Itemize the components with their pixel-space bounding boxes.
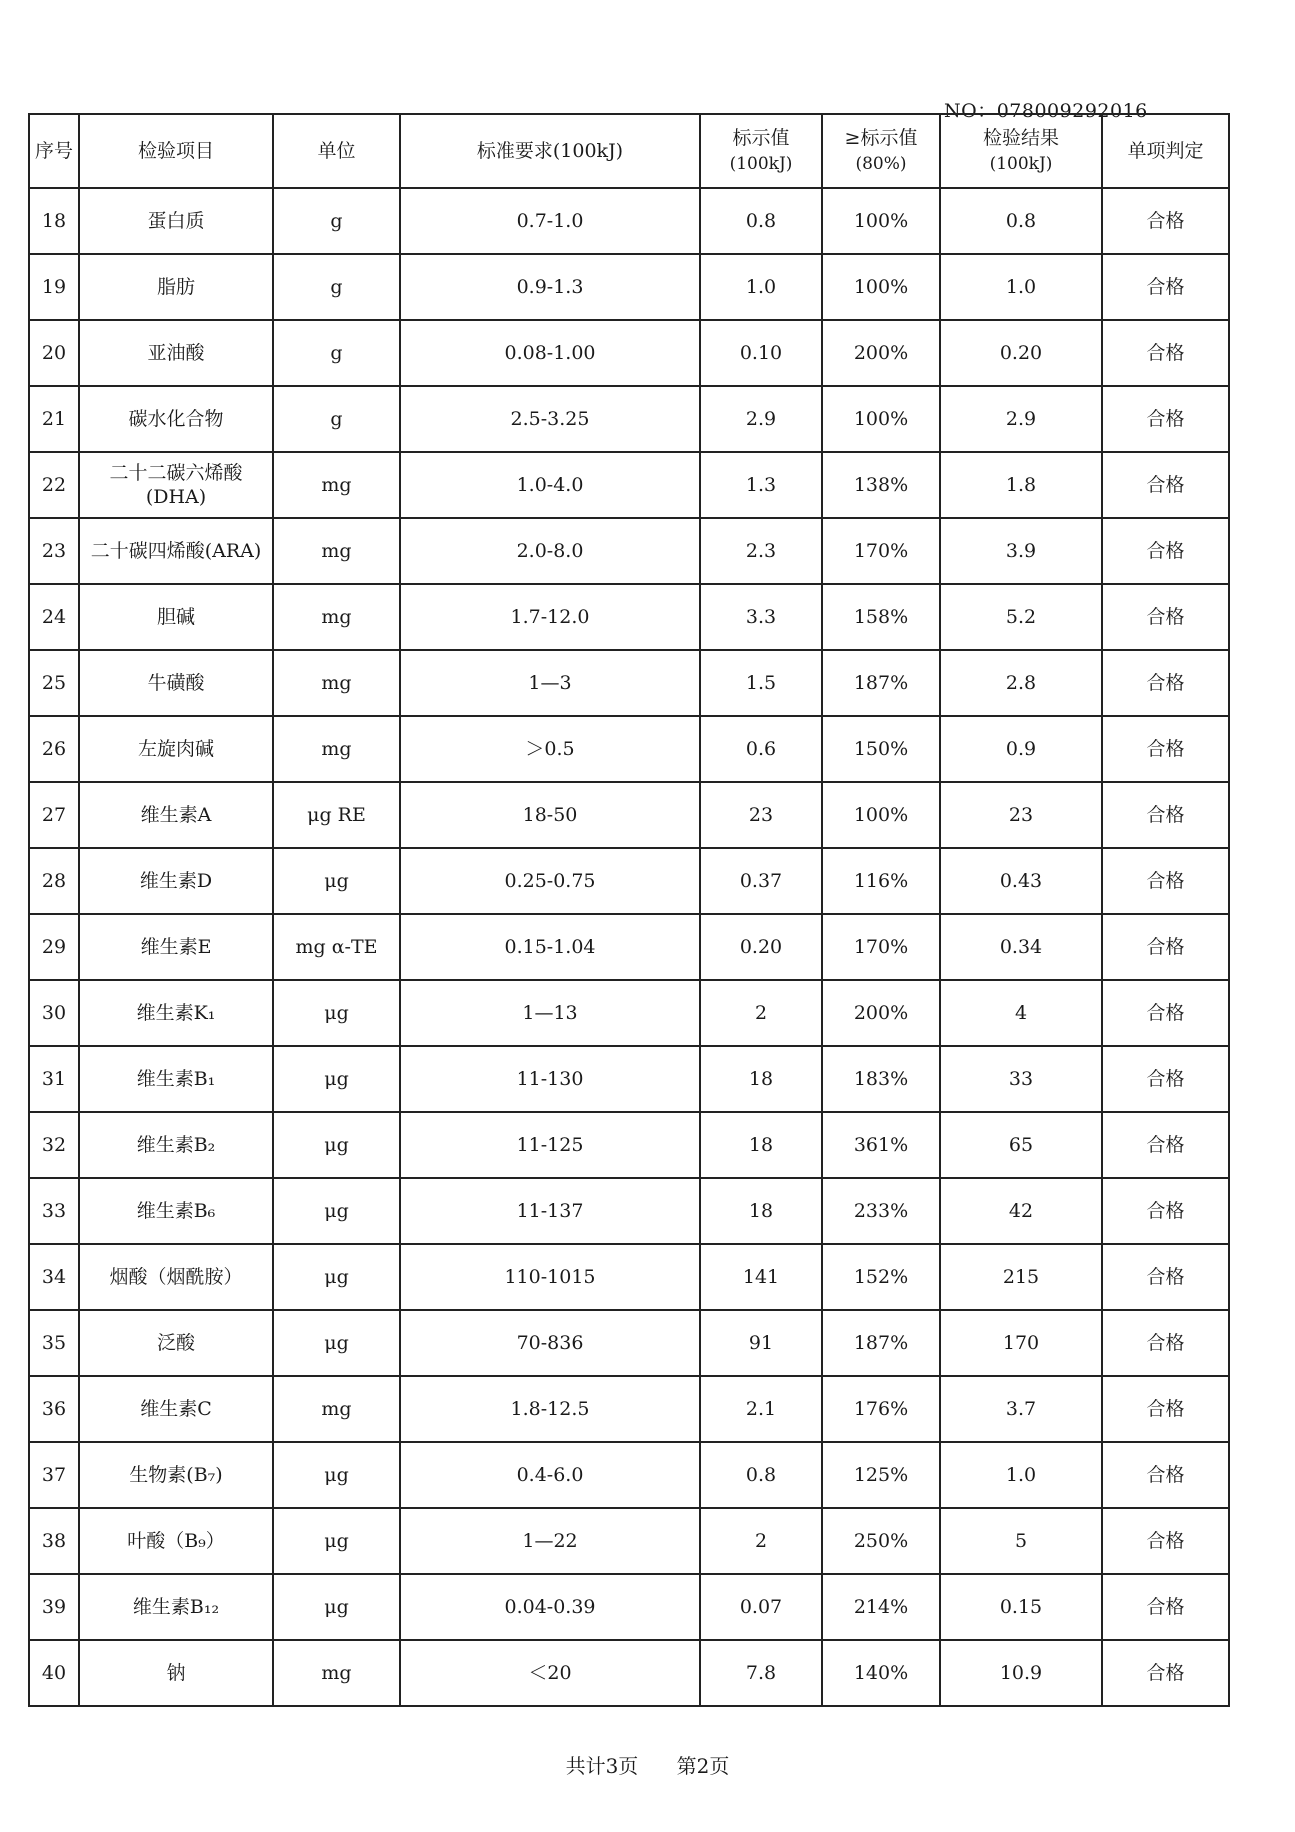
cell-unit: g — [273, 386, 400, 452]
cell-result: 170 — [940, 1310, 1102, 1376]
cell-item: 烟酸（烟酰胺） — [79, 1244, 273, 1310]
cell-label-value: 18 — [700, 1112, 822, 1178]
cell-standard: 11-130 — [400, 1046, 700, 1112]
cell-unit: μg — [273, 1046, 400, 1112]
cell-judgement: 合格 — [1102, 1508, 1229, 1574]
cell-seq: 18 — [29, 188, 79, 254]
cell-result: 0.9 — [940, 716, 1102, 782]
cell-unit: g — [273, 254, 400, 320]
cell-result: 2.8 — [940, 650, 1102, 716]
table-row — [29, 1376, 1229, 1442]
cell-label-value: 7.8 — [700, 1640, 822, 1706]
cell-item: 维生素B₁₂ — [79, 1574, 273, 1640]
cell-judgement: 合格 — [1102, 650, 1229, 716]
cell-judgement: 合格 — [1102, 1244, 1229, 1310]
cell-ratio: 187% — [822, 650, 940, 716]
cell-standard: 110-1015 — [400, 1244, 700, 1310]
cell-unit: μg — [273, 1508, 400, 1574]
cell-item: 牛磺酸 — [79, 650, 273, 716]
cell-label-value: 2.3 — [700, 518, 822, 584]
cell-ratio: 100% — [822, 254, 940, 320]
cell-item: 叶酸（B₉） — [79, 1508, 273, 1574]
cell-unit: μg — [273, 1178, 400, 1244]
cell-result: 10.9 — [940, 1640, 1102, 1706]
cell-unit: mg α-TE — [273, 914, 400, 980]
cell-standard: ＜20 — [400, 1640, 700, 1706]
cell-label-value: 141 — [700, 1244, 822, 1310]
header-item: 检验项目 — [79, 114, 273, 188]
cell-label-value: 1.3 — [700, 452, 822, 518]
cell-standard: 0.25-0.75 — [400, 848, 700, 914]
cell-label-value: 0.8 — [700, 188, 822, 254]
cell-standard: 0.9-1.3 — [400, 254, 700, 320]
cell-label-value: 3.3 — [700, 584, 822, 650]
table-body — [29, 188, 1229, 1706]
cell-item: 二十二碳六烯酸(DHA) — [79, 452, 273, 518]
table-row — [29, 1310, 1229, 1376]
cell-item: 维生素B₂ — [79, 1112, 273, 1178]
cell-seq: 22 — [29, 452, 79, 518]
cell-ratio: 183% — [822, 1046, 940, 1112]
cell-seq: 37 — [29, 1442, 79, 1508]
cell-result: 0.34 — [940, 914, 1102, 980]
cell-unit: g — [273, 188, 400, 254]
cell-result: 1.0 — [940, 1442, 1102, 1508]
cell-ratio: 250% — [822, 1508, 940, 1574]
cell-label-value: 23 — [700, 782, 822, 848]
cell-standard: ＞0.5 — [400, 716, 700, 782]
cell-seq: 31 — [29, 1046, 79, 1112]
cell-label-value: 91 — [700, 1310, 822, 1376]
cell-judgement: 合格 — [1102, 188, 1229, 254]
cell-item: 维生素B₆ — [79, 1178, 273, 1244]
cell-judgement: 合格 — [1102, 848, 1229, 914]
cell-result: 4 — [940, 980, 1102, 1046]
cell-standard: 11-125 — [400, 1112, 700, 1178]
header-ratio — [822, 114, 940, 188]
document-number: NO：078009292016 — [944, 100, 1148, 122]
cell-item: 维生素D — [79, 848, 273, 914]
cell-ratio: 116% — [822, 848, 940, 914]
cell-ratio: 158% — [822, 584, 940, 650]
cell-seq: 21 — [29, 386, 79, 452]
cell-unit: mg — [273, 518, 400, 584]
cell-result: 33 — [940, 1046, 1102, 1112]
cell-label-value: 18 — [700, 1046, 822, 1112]
cell-result: 3.7 — [940, 1376, 1102, 1442]
cell-result: 23 — [940, 782, 1102, 848]
cell-judgement: 合格 — [1102, 320, 1229, 386]
table-row — [29, 848, 1229, 914]
cell-seq: 38 — [29, 1508, 79, 1574]
cell-unit: mg — [273, 1376, 400, 1442]
header-label-value-title: 标示值 — [732, 127, 790, 149]
cell-label-value: 0.20 — [700, 914, 822, 980]
table-row — [29, 1574, 1229, 1640]
cell-ratio: 100% — [822, 386, 940, 452]
cell-item: 亚油酸 — [79, 320, 273, 386]
cell-label-value: 0.6 — [700, 716, 822, 782]
cell-unit: mg — [273, 716, 400, 782]
cell-seq: 29 — [29, 914, 79, 980]
cell-seq: 20 — [29, 320, 79, 386]
cell-standard: 1—22 — [400, 1508, 700, 1574]
cell-label-value: 2 — [700, 980, 822, 1046]
cell-label-value: 0.07 — [700, 1574, 822, 1640]
header-standard: 标准要求(100kJ) — [400, 114, 700, 188]
cell-unit: μg — [273, 1442, 400, 1508]
cell-unit: mg — [273, 452, 400, 518]
cell-seq: 28 — [29, 848, 79, 914]
header-label-value — [700, 114, 822, 188]
cell-item: 胆碱 — [79, 584, 273, 650]
cell-item: 生物素(B₇) — [79, 1442, 273, 1508]
cell-ratio: 100% — [822, 782, 940, 848]
cell-judgement: 合格 — [1102, 518, 1229, 584]
table-header-row — [29, 114, 1229, 188]
cell-item: 维生素A — [79, 782, 273, 848]
cell-ratio: 138% — [822, 452, 940, 518]
cell-ratio: 361% — [822, 1112, 940, 1178]
cell-standard: 0.4-6.0 — [400, 1442, 700, 1508]
cell-item: 钠 — [79, 1640, 273, 1706]
cell-standard: 2.0-8.0 — [400, 518, 700, 584]
table-row — [29, 188, 1229, 254]
cell-label-value: 0.37 — [700, 848, 822, 914]
table-row — [29, 914, 1229, 980]
cell-judgement: 合格 — [1102, 980, 1229, 1046]
cell-unit: μg — [273, 1112, 400, 1178]
cell-judgement: 合格 — [1102, 716, 1229, 782]
cell-ratio: 200% — [822, 980, 940, 1046]
header-ratio-unit: (80%) — [855, 154, 907, 174]
cell-judgement: 合格 — [1102, 914, 1229, 980]
table-row — [29, 650, 1229, 716]
table-row — [29, 1046, 1229, 1112]
cell-judgement: 合格 — [1102, 1640, 1229, 1706]
cell-label-value: 2 — [700, 1508, 822, 1574]
cell-judgement: 合格 — [1102, 1376, 1229, 1442]
cell-label-value: 18 — [700, 1178, 822, 1244]
cell-result: 1.0 — [940, 254, 1102, 320]
cell-result: 0.15 — [940, 1574, 1102, 1640]
cell-item: 脂肪 — [79, 254, 273, 320]
cell-label-value: 2.9 — [700, 386, 822, 452]
table-row — [29, 1640, 1229, 1706]
total-pages: 共计3页 — [565, 1754, 639, 1778]
cell-ratio: 140% — [822, 1640, 940, 1706]
cell-item: 左旋肉碱 — [79, 716, 273, 782]
cell-item: 蛋白质 — [79, 188, 273, 254]
cell-unit: μg — [273, 848, 400, 914]
cell-seq: 19 — [29, 254, 79, 320]
cell-standard: 1.0-4.0 — [400, 452, 700, 518]
cell-ratio: 100% — [822, 188, 940, 254]
table-row — [29, 1112, 1229, 1178]
cell-result: 0.8 — [940, 188, 1102, 254]
cell-judgement: 合格 — [1102, 1112, 1229, 1178]
cell-standard: 1.7-12.0 — [400, 584, 700, 650]
cell-judgement: 合格 — [1102, 1574, 1229, 1640]
cell-result: 1.8 — [940, 452, 1102, 518]
cell-label-value: 1.5 — [700, 650, 822, 716]
cell-unit: mg — [273, 584, 400, 650]
cell-standard: 0.04-0.39 — [400, 1574, 700, 1640]
table-row — [29, 386, 1229, 452]
cell-judgement: 合格 — [1102, 452, 1229, 518]
cell-ratio: 125% — [822, 1442, 940, 1508]
cell-standard: 1—3 — [400, 650, 700, 716]
cell-judgement: 合格 — [1102, 1178, 1229, 1244]
cell-standard: 1.8-12.5 — [400, 1376, 700, 1442]
cell-seq: 33 — [29, 1178, 79, 1244]
cell-judgement: 合格 — [1102, 386, 1229, 452]
cell-seq: 39 — [29, 1574, 79, 1640]
inspection-table — [28, 113, 1230, 1707]
table-row — [29, 1508, 1229, 1574]
cell-standard: 18-50 — [400, 782, 700, 848]
table-row — [29, 716, 1229, 782]
cell-unit: mg — [273, 650, 400, 716]
cell-seq: 40 — [29, 1640, 79, 1706]
table-row — [29, 980, 1229, 1046]
table-row — [29, 782, 1229, 848]
cell-seq: 35 — [29, 1310, 79, 1376]
table-row — [29, 1244, 1229, 1310]
cell-item: 维生素B₁ — [79, 1046, 273, 1112]
cell-result: 65 — [940, 1112, 1102, 1178]
cell-judgement: 合格 — [1102, 584, 1229, 650]
cell-unit: μg — [273, 1574, 400, 1640]
cell-item: 维生素K₁ — [79, 980, 273, 1046]
cell-standard: 0.7-1.0 — [400, 188, 700, 254]
cell-judgement: 合格 — [1102, 254, 1229, 320]
cell-judgement: 合格 — [1102, 782, 1229, 848]
cell-item: 碳水化合物 — [79, 386, 273, 452]
cell-label-value: 0.8 — [700, 1442, 822, 1508]
current-page: 第2页 — [676, 1754, 730, 1778]
cell-judgement: 合格 — [1102, 1310, 1229, 1376]
cell-unit: μg — [273, 1244, 400, 1310]
cell-ratio: 187% — [822, 1310, 940, 1376]
cell-ratio: 152% — [822, 1244, 940, 1310]
cell-seq: 34 — [29, 1244, 79, 1310]
table-row — [29, 518, 1229, 584]
cell-result: 2.9 — [940, 386, 1102, 452]
cell-ratio: 176% — [822, 1376, 940, 1442]
cell-seq: 24 — [29, 584, 79, 650]
header-result — [940, 114, 1102, 188]
cell-ratio: 214% — [822, 1574, 940, 1640]
cell-item: 维生素E — [79, 914, 273, 980]
cell-label-value: 2.1 — [700, 1376, 822, 1442]
cell-item: 维生素C — [79, 1376, 273, 1442]
table-row — [29, 320, 1229, 386]
table-row — [29, 254, 1229, 320]
page-footer — [0, 1750, 1295, 1779]
header-result-title: 检验结果 — [982, 127, 1059, 149]
cell-item: 泛酸 — [79, 1310, 273, 1376]
cell-standard: 0.08-1.00 — [400, 320, 700, 386]
cell-standard: 2.5-3.25 — [400, 386, 700, 452]
cell-label-value: 1.0 — [700, 254, 822, 320]
cell-ratio: 200% — [822, 320, 940, 386]
cell-ratio: 170% — [822, 518, 940, 584]
cell-ratio: 170% — [822, 914, 940, 980]
cell-result: 0.20 — [940, 320, 1102, 386]
cell-unit: μg — [273, 980, 400, 1046]
cell-label-value: 0.10 — [700, 320, 822, 386]
header-unit: 单位 — [273, 114, 400, 188]
cell-seq: 27 — [29, 782, 79, 848]
cell-seq: 36 — [29, 1376, 79, 1442]
cell-standard: 1—13 — [400, 980, 700, 1046]
cell-result: 0.43 — [940, 848, 1102, 914]
cell-seq: 23 — [29, 518, 79, 584]
cell-standard: 70-836 — [400, 1310, 700, 1376]
cell-unit: g — [273, 320, 400, 386]
table-row — [29, 584, 1229, 650]
header-seq: 序号 — [29, 114, 79, 188]
cell-unit: μg RE — [273, 782, 400, 848]
header-label-value-unit: (100kJ) — [729, 154, 793, 174]
cell-unit: μg — [273, 1310, 400, 1376]
cell-result: 42 — [940, 1178, 1102, 1244]
cell-seq: 30 — [29, 980, 79, 1046]
cell-judgement: 合格 — [1102, 1442, 1229, 1508]
cell-standard: 11-137 — [400, 1178, 700, 1244]
cell-seq: 25 — [29, 650, 79, 716]
cell-result: 5 — [940, 1508, 1102, 1574]
header-result-unit: (100kJ) — [989, 154, 1053, 174]
table-row — [29, 452, 1229, 518]
cell-item: 二十碳四烯酸(ARA) — [79, 518, 273, 584]
cell-standard: 0.15-1.04 — [400, 914, 700, 980]
header-ratio-title: ≥标示值 — [844, 127, 918, 149]
table-row — [29, 1178, 1229, 1244]
cell-result: 3.9 — [940, 518, 1102, 584]
cell-result: 215 — [940, 1244, 1102, 1310]
cell-seq: 32 — [29, 1112, 79, 1178]
table-row — [29, 1442, 1229, 1508]
cell-unit: mg — [273, 1640, 400, 1706]
cell-seq: 26 — [29, 716, 79, 782]
cell-judgement: 合格 — [1102, 1046, 1229, 1112]
header-judgement: 单项判定 — [1102, 114, 1229, 188]
cell-ratio: 233% — [822, 1178, 940, 1244]
cell-ratio: 150% — [822, 716, 940, 782]
cell-result: 5.2 — [940, 584, 1102, 650]
